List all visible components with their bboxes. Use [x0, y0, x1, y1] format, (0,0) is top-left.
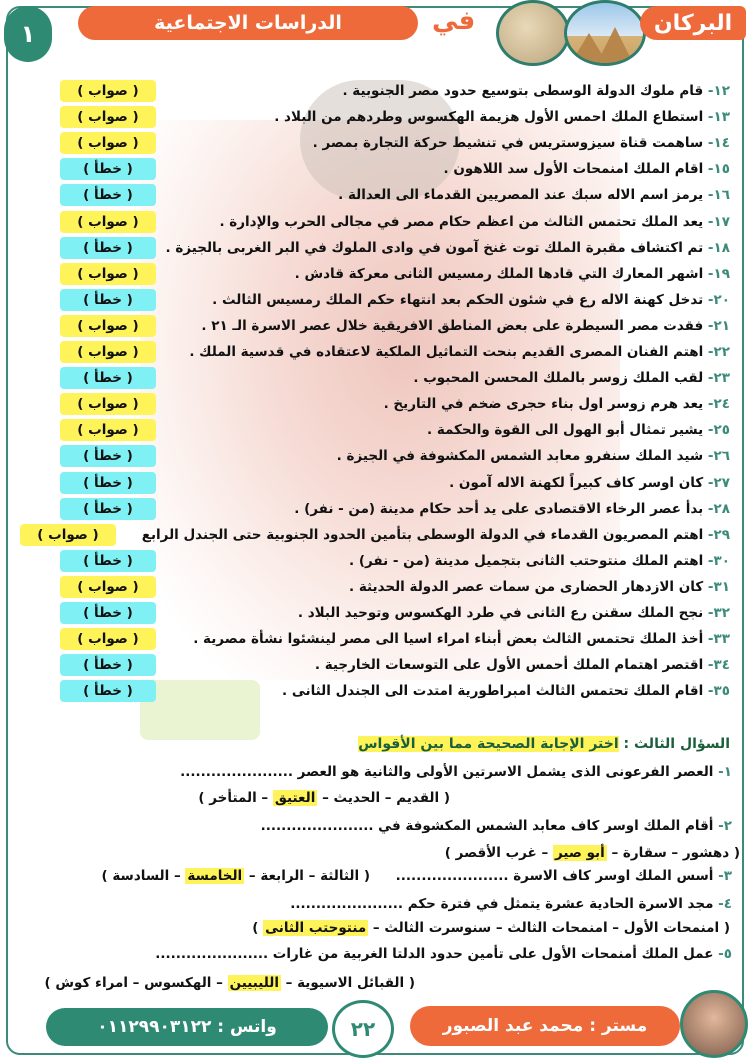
tf-item: [0, 340, 750, 366]
answer-true-badge: ( صواب ): [20, 524, 116, 546]
tf-item-text: [130, 601, 730, 625]
tf-item-statement: يشير تمثال أبو الهول الى القوة والحكمة .: [426, 422, 704, 439]
tf-item-text: [130, 549, 730, 573]
answer-true-badge: ( صواب ): [60, 80, 156, 102]
mc-options-before: ( الثالثة – الرابعة –: [244, 868, 370, 884]
tf-item-statement: تدخل كهنة الاله رع في شئون الحكم بعد انتهاء حكم الملك رمسيس الثالث .: [212, 291, 704, 308]
mc-question-text: عمل الملك أمنمحات الأول على تأمين حدود الدلتا الغربية من غارات ......................: [155, 946, 714, 962]
tf-item-number: ١٣-: [707, 109, 730, 126]
tf-item: [0, 314, 750, 340]
tf-item-statement: شيد الملك سنفرو معابد الشمس المكشوفة في الجيزة .: [336, 448, 704, 465]
answer-false-badge: ( خطأ ): [60, 680, 156, 702]
mc-question: [32, 764, 732, 780]
answer-true-badge: ( صواب ): [60, 106, 156, 128]
tf-item-number: ٢٥-: [707, 422, 730, 439]
tf-item-statement: كان الازدهار الحضارى من سمات عصر الدولة الحديثة .: [348, 578, 704, 595]
tf-item: [0, 157, 750, 183]
tf-item-number: ١٩-: [707, 265, 730, 282]
tf-item-statement: اقتصر اهتمام الملك أحمس الأول على التوسعات الخارجية .: [314, 657, 704, 674]
question-3-instruction: اختر الإجابة الصحيحة مما بين الأقواس: [358, 736, 619, 752]
tf-item-text: [130, 497, 730, 521]
tf-item-number: ٣٢-: [707, 605, 730, 621]
tf-item-text: [130, 392, 730, 416]
mc-question-number: ١-: [718, 764, 732, 780]
tf-item: [0, 236, 750, 262]
tf-item: [0, 601, 750, 627]
mc-options-before: ( القبائل الاسيوية –: [280, 975, 415, 991]
tf-item: [0, 262, 750, 288]
tf-item-statement: بدأ عصر الرخاء الاقتصادى على يد أحد حكام مدينة (من - نفر) .: [294, 500, 704, 517]
tf-item-statement: أخذ الملك تحتمس الثالث بعض أبناء امراء اسيا الى مصر لينشئوا نشأة مصرية .: [193, 631, 704, 648]
tf-item: [0, 523, 750, 549]
question-3-label: السؤال الثالث :: [623, 736, 730, 752]
tf-item-number: ٣٣-: [707, 631, 730, 648]
tf-item-text: [130, 653, 730, 677]
mc-options: [198, 790, 450, 806]
mc-question-number: ٥-: [718, 946, 732, 962]
answer-true-badge: ( صواب ): [60, 341, 156, 363]
mc-question: [395, 868, 732, 884]
tf-item-statement: قام ملوك الدولة الوسطى بتوسيع حدود مصر الجنوبية .: [342, 83, 704, 99]
tf-item-statement: يعد الملك تحتمس الثالث من اعظم حكام مصر في مجالى الحرب والإدارة .: [219, 213, 704, 230]
tf-item: [0, 575, 750, 601]
teacher-name: مستر : محمد عبد الصبور: [410, 1006, 680, 1046]
mc-options: [101, 868, 370, 884]
tf-item-number: ٢١-: [707, 317, 730, 334]
answer-true-badge: ( صواب ): [60, 263, 156, 285]
tf-item: [0, 549, 750, 575]
pyramids-image: [564, 0, 646, 66]
tf-item-text: [130, 471, 730, 495]
tf-item-text: [130, 679, 730, 703]
answer-true-badge: ( صواب ): [60, 419, 156, 441]
mc-options: [10, 920, 730, 936]
tf-item: [0, 653, 750, 679]
answer-true-badge: ( صواب ): [60, 315, 156, 337]
answer-false-badge: ( خطأ ): [60, 184, 156, 206]
tf-item-text: [130, 262, 730, 286]
tf-item-number: ٢٣-: [707, 370, 730, 387]
tf-item-text: [130, 105, 730, 129]
tf-item-text: [130, 340, 730, 364]
tf-item-text: [130, 575, 730, 599]
tf-item-number: ١٧-: [707, 213, 730, 230]
tf-item: [0, 183, 750, 209]
mc-question-number: ٣-: [718, 868, 732, 884]
tf-item-text: [120, 523, 730, 547]
tf-item-text: [130, 366, 730, 390]
tf-item-statement: يعد هرم زوسر اول بناء حجرى ضخم في التاريخ .: [383, 396, 704, 413]
answer-false-badge: ( خطأ ): [60, 237, 156, 259]
header-decoration-image: [496, 0, 570, 66]
tf-item: [0, 471, 750, 497]
mc-options: [45, 975, 415, 991]
mc-question-text: أسس الملك اوسر كاف الاسرة ......................: [395, 868, 714, 884]
tf-item-statement: اهتم الملك منتوحتب الثانى بتجميل مدينة (من - نفر) .: [349, 552, 704, 569]
answer-true-badge: ( صواب ): [60, 132, 156, 154]
mc-options-after: – المتأخر ): [198, 790, 273, 806]
answer-false-badge: ( خطأ ): [60, 445, 156, 467]
mc-correct-answer: الخامسة: [187, 868, 243, 884]
mc-question-number: ٤-: [718, 896, 732, 912]
tf-item-number: ١٥-: [707, 161, 730, 178]
answer-true-badge: ( صواب ): [60, 393, 156, 415]
answer-true-badge: ( صواب ): [60, 576, 156, 598]
tf-item-statement: فقدت مصر السيطرة على بعض المناطق الافريقية خلال عصر الاسرة الـ ٢١ .: [201, 317, 704, 334]
tf-item-number: ٢٢-: [707, 344, 730, 360]
tf-item-text: [130, 157, 730, 181]
tf-item-statement: يرمز اسم الاله سبك عند المصريين القدماء الى العدالة .: [338, 187, 704, 204]
tf-item-text: [130, 236, 730, 260]
tf-item-number: ١٨-: [707, 239, 730, 256]
tf-item-statement: اهتم الفنان المصرى القديم بنحت التماثيل الملكية لاعتقاده في قدسية الملك .: [189, 344, 704, 360]
tf-item-number: ٢٦-: [707, 448, 730, 465]
header-badge: ١: [4, 6, 52, 62]
tf-item-text: [130, 210, 730, 234]
tf-item: [0, 444, 750, 470]
tf-item-statement: اقام الملك امنمحات الأول سد اللاهون .: [443, 161, 704, 178]
mc-question-number: ٢-: [718, 818, 732, 834]
tf-item-text: [130, 627, 730, 651]
mc-options-before: ( القديم – الحديث –: [317, 790, 450, 806]
tf-item-number: ٢٤-: [707, 396, 730, 413]
tf-item: [0, 497, 750, 523]
tf-item: [0, 392, 750, 418]
tf-item-number: ٢٧-: [707, 474, 730, 491]
tf-item-text: [130, 131, 730, 155]
answer-true-badge: ( صواب ): [60, 628, 156, 650]
mc-options-after: – غرب الأقصر ): [444, 845, 553, 861]
mc-correct-answer: الليبيين: [229, 975, 279, 991]
answer-false-badge: ( خطأ ): [60, 367, 156, 389]
mc-correct-answer: العتيق: [274, 790, 316, 806]
answer-false-badge: ( خطأ ): [60, 654, 156, 676]
mc-options: [445, 845, 740, 861]
mc-question-text: أقام الملك اوسر كاف معابد الشمس المكشوفة في ......................: [260, 818, 714, 834]
tf-item-number: ١٦-: [707, 187, 730, 204]
brand-title: البركان: [640, 6, 746, 40]
tf-item: [0, 79, 750, 105]
tf-item-statement: استطاع الملك احمس الأول هزيمة الهكسوس وطردهم من البلاد .: [274, 109, 704, 126]
tf-item-text: [130, 314, 730, 338]
answer-false-badge: ( خطأ ): [60, 289, 156, 311]
tf-item-number: ٣٥-: [707, 683, 730, 700]
mc-correct-answer: أبو صير: [554, 845, 605, 861]
answer-false-badge: ( خطأ ): [60, 158, 156, 180]
answer-false-badge: ( خطأ ): [60, 472, 156, 494]
tf-item-statement: اقام الملك تحتمس الثالث امبراطورية امتدت الى الجندل الثانى .: [282, 683, 704, 700]
header-in-word: في: [432, 6, 476, 36]
tf-item: [0, 105, 750, 131]
tf-item-text: [130, 183, 730, 207]
mc-options-after: – الهكسوس – امراء كوش ): [44, 975, 228, 991]
tf-item-text: [130, 79, 730, 103]
tf-item-number: ١٤-: [707, 135, 730, 152]
tf-item: [0, 627, 750, 653]
page-number: ٢٢: [332, 1000, 394, 1058]
tf-item: [0, 131, 750, 157]
tf-item: [0, 679, 750, 705]
tf-item-number: ٢٩-: [707, 526, 730, 543]
mc-question-text: مجد الاسرة الحادية عشرة يتمثل في فترة حكم ......................: [290, 896, 714, 912]
mc-question: [32, 896, 732, 912]
tf-item: [0, 366, 750, 392]
tf-item-statement: تم اكتشاف مقبرة الملك توت غنخ آمون في وادى الملوك في البر الغربى بالجيزة .: [165, 239, 704, 256]
tf-item-statement: كان اوسر كاف كبيراً لكهنة الاله آمون .: [449, 474, 704, 491]
answer-true-badge: ( صواب ): [60, 211, 156, 233]
mc-question-text: العصر الفرعونى الذى يشمل الاسرتين الأولى والثانية هو العصر ......................: [180, 764, 714, 780]
tf-item-number: ١٢-: [707, 83, 730, 99]
tf-item-number: ٢٨-: [707, 500, 730, 517]
tf-item-text: [130, 418, 730, 442]
tf-item: [0, 288, 750, 314]
tf-item-statement: اهتم المصريون القدماء في الدولة الوسطى بتأمين الحدود الجنوبية حتى الجندل الرابع: [141, 526, 704, 543]
answer-false-badge: ( خطأ ): [60, 498, 156, 520]
mc-question: [32, 946, 732, 962]
tf-item: [0, 418, 750, 444]
tf-item-statement: اشهر المعارك التي قادها الملك رمسيس الثانى معركة قادش .: [294, 265, 704, 282]
mc-options-after: ): [252, 920, 264, 936]
whatsapp-contact: واتس : ٠١١٢٩٩٠٣١٢٢: [46, 1008, 328, 1046]
answer-false-badge: ( خطأ ): [60, 602, 156, 624]
tf-item-text: [130, 288, 730, 312]
tf-item-number: ٣١-: [707, 578, 730, 595]
answer-false-badge: ( خطأ ): [60, 550, 156, 572]
tf-item-number: ٣٤-: [707, 657, 730, 674]
tf-item-statement: نجح الملك سقنن رع الثانى في طرد الهكسوس وتوحيد البلاد .: [297, 605, 704, 621]
mc-correct-answer: منتوحتب الثانى: [265, 920, 367, 936]
tf-item-text: [130, 444, 730, 468]
mc-options-after: – السادسة ): [101, 868, 186, 884]
tf-item-number: ٢٠-: [707, 291, 730, 308]
teacher-avatar: [680, 990, 748, 1058]
question-3-title: [358, 736, 730, 752]
subject-title: الدراسات الاجتماعية: [78, 6, 418, 40]
tf-item-statement: ساهمت قناة سيزوستريس في تنشيط حركة التجارة بمصر .: [312, 135, 704, 152]
mc-question: [32, 818, 732, 834]
mc-options-before: ( دهشور – سقارة –: [606, 845, 740, 861]
tf-item-statement: لقب الملك زوسر بالملك المحسن المحبوب .: [413, 370, 704, 387]
tf-item: [0, 210, 750, 236]
tf-item-number: ٣٠-: [707, 552, 730, 569]
mc-options-before: ( امنمحات الأول – امنمحات الثالث – سنوسرت الثالث –: [368, 920, 730, 936]
